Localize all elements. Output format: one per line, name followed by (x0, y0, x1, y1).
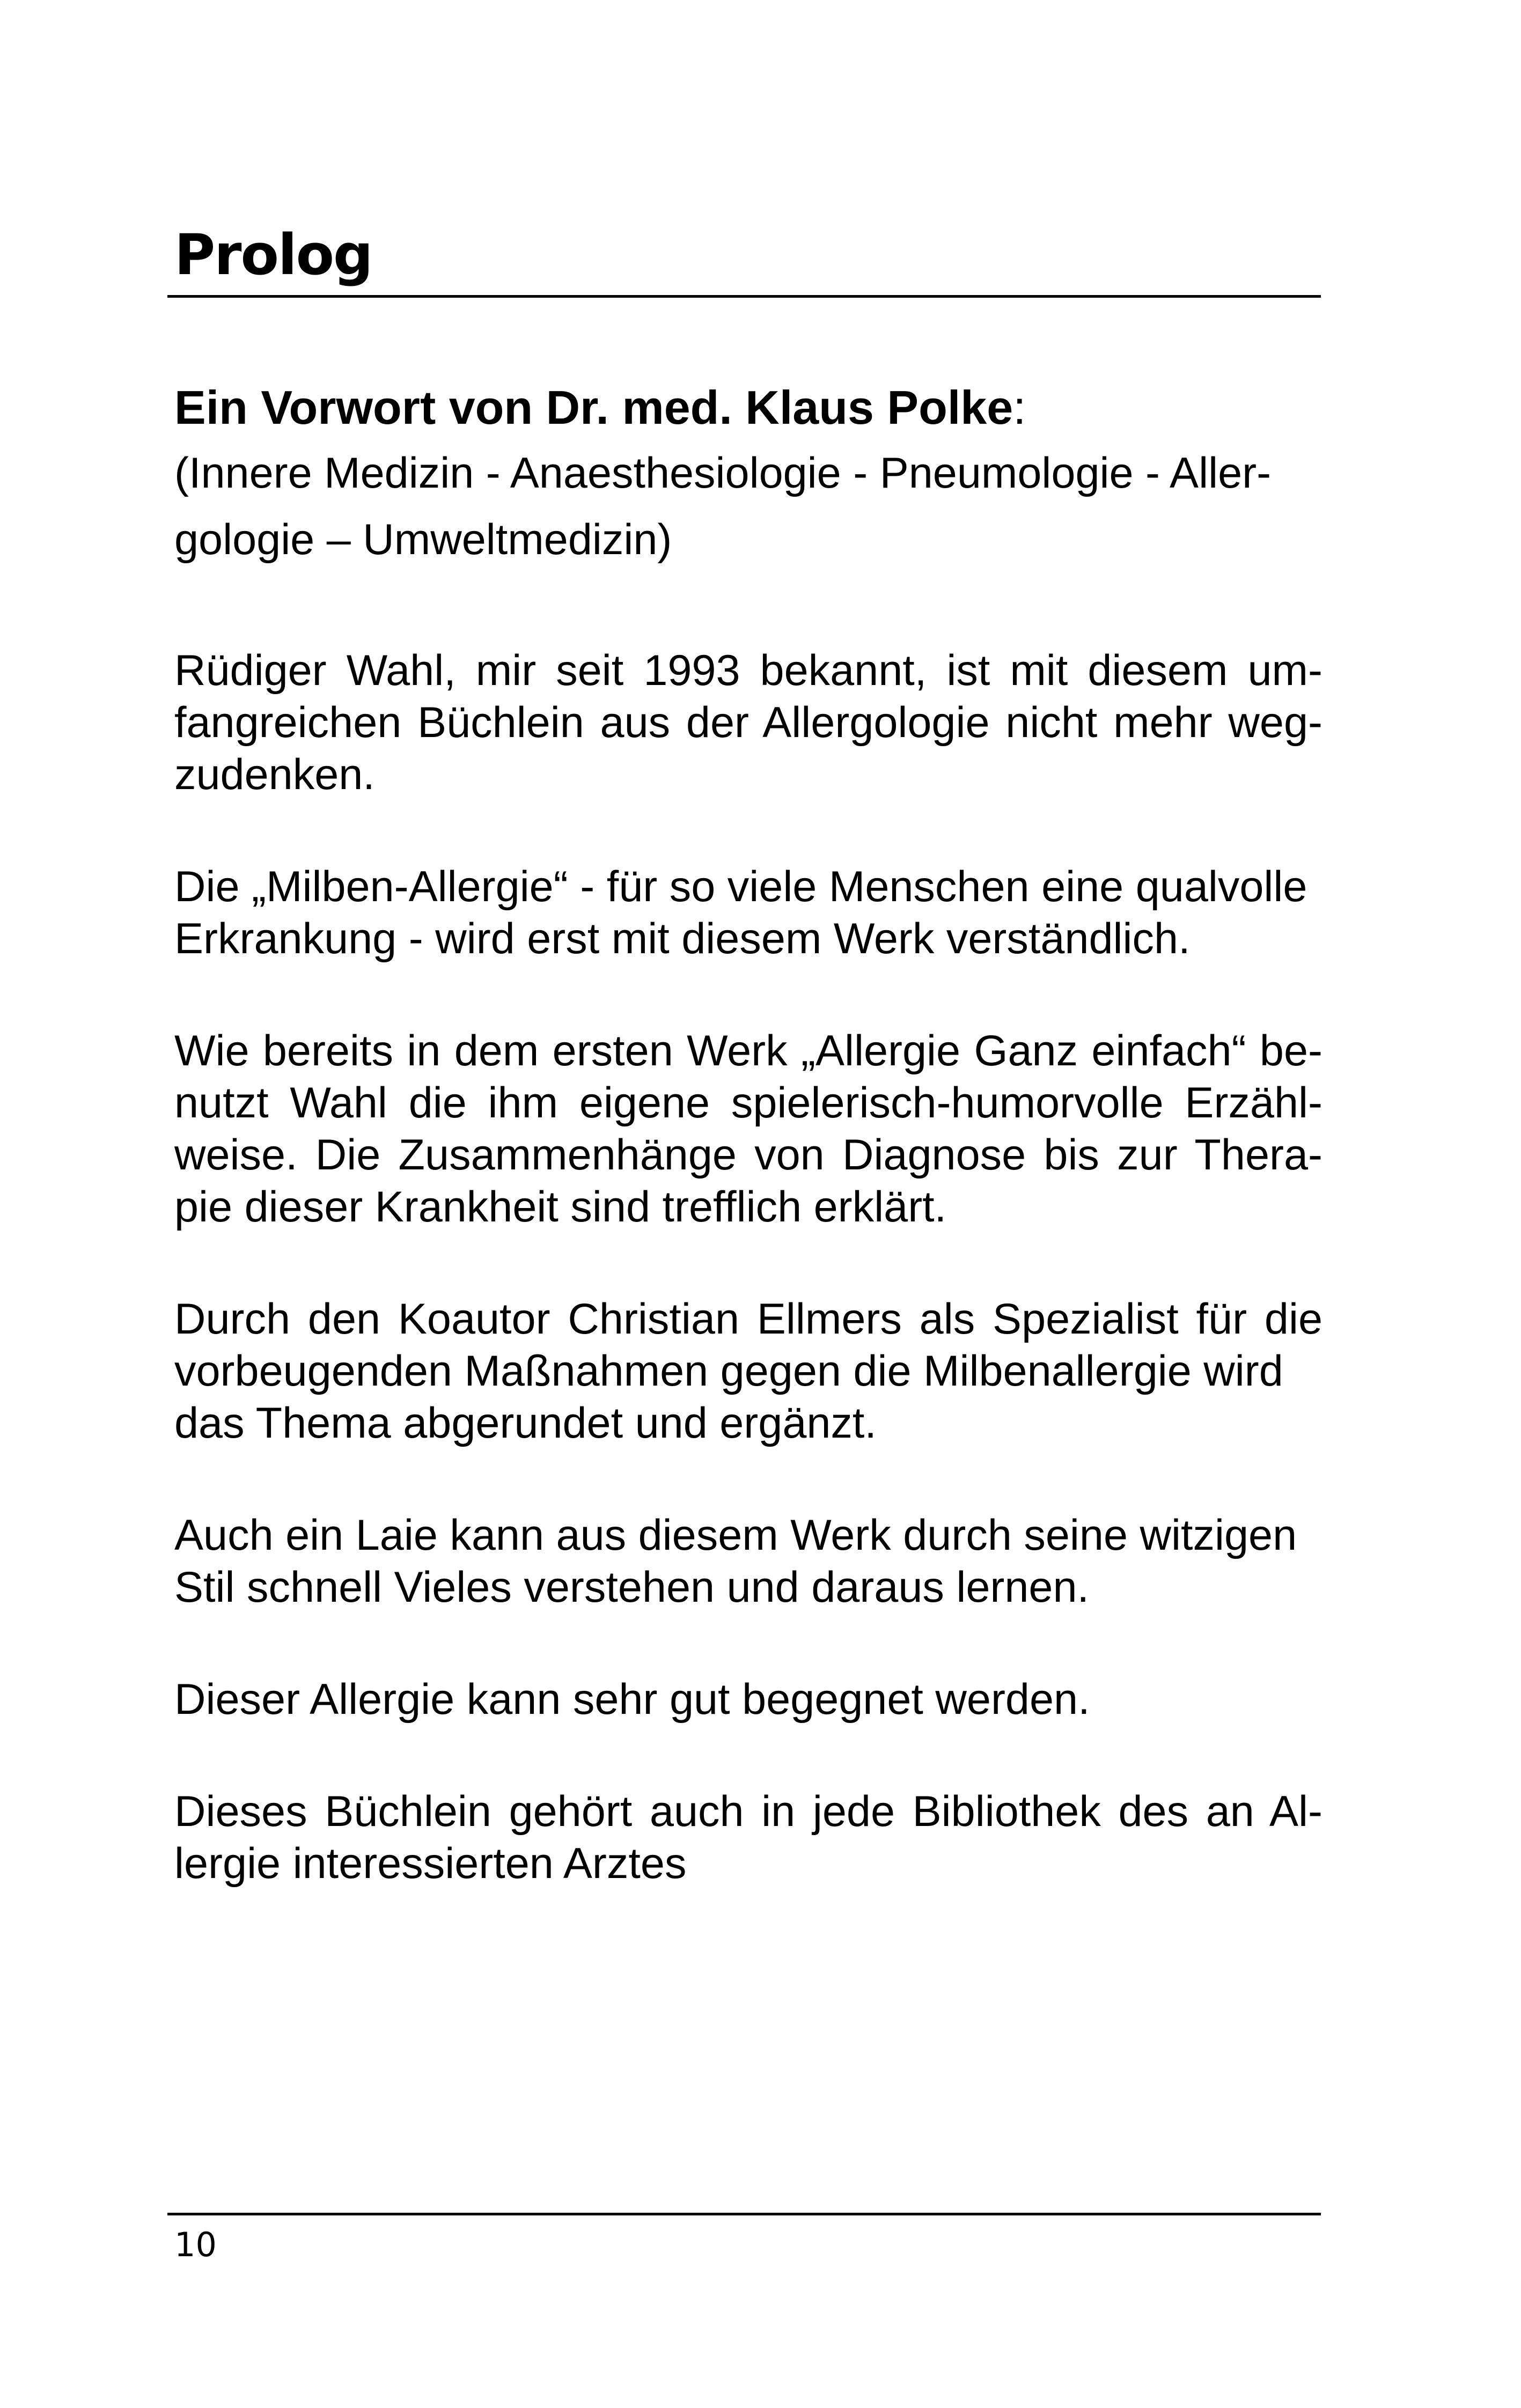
footer-rule (167, 2213, 1321, 2215)
page-content (174, 375, 1322, 1950)
chapter-title: Prolog (174, 222, 372, 288)
paragraph-line: nutzt Wahl die ihm eigene spielerisch-humorvolle Erzähl- (174, 1079, 1322, 1127)
paragraph (174, 861, 1322, 965)
foreword-heading-colon: : (1013, 381, 1026, 434)
paragraph (174, 645, 1322, 801)
specialties-line: (Innere Medizin - Anaesthesiologie - Pneumologie - Aller- (174, 449, 1272, 497)
specialties-line: gologie – Umweltmedizin) (174, 516, 672, 564)
paragraph-line: Dieses Büchlein gehört auch in jede Bibliothek des an Al- (174, 1787, 1322, 1836)
paragraph (174, 1509, 1322, 1614)
paragraph-line: Die „Milben-Allergie“ - für so viele Menschen eine qualvolle (174, 863, 1307, 911)
paragraph-line: zudenken. (174, 750, 375, 799)
paragraph-line: vorbeugenden Maßnahmen gegen die Milbenallergie wird (174, 1347, 1283, 1395)
paragraph-line: das Thema abgerundet und ergänzt. (174, 1399, 877, 1447)
paragraph-line: pie dieser Krankheit sind trefflich erklärt. (174, 1183, 947, 1231)
paragraph-line: weise. Die Zusammenhänge von Diagnose bis zur Thera- (174, 1131, 1322, 1179)
paragraph (174, 1674, 1322, 1726)
paragraph-line: Durch den Koautor Christian Ellmers als Spezialist für die (174, 1295, 1322, 1343)
paragraph (174, 1293, 1322, 1449)
paragraph-line: Auch ein Laie kann aus diesem Werk durch seine witzigen (174, 1511, 1297, 1559)
paragraph-line: Stil schnell Vieles verstehen und daraus lernen. (174, 1563, 1090, 1611)
page-number: 10 (174, 2225, 217, 2264)
paragraph (174, 1025, 1322, 1233)
paragraph-line: lergie interessierten Arztes (174, 1839, 687, 1888)
paragraph-line: Erkrankung - wird erst mit diesem Werk verständlich. (174, 915, 1191, 963)
paragraph (174, 1786, 1322, 1890)
foreword-specialties (174, 440, 1322, 573)
foreword-heading-title: Ein Vorwort von Dr. med. Klaus Polke (174, 381, 1013, 434)
foreword-heading (174, 375, 1322, 440)
paragraph-line: Wie bereits in dem ersten Werk „Allergie Ganz einfach“ be- (174, 1027, 1322, 1075)
paragraph-line: fangreichen Büchlein aus der Allergologie nicht mehr weg- (174, 698, 1322, 747)
header-rule (167, 295, 1321, 298)
paragraph-line: Rüdiger Wahl, mir seit 1993 bekannt, ist mit diesem um- (174, 646, 1322, 695)
paragraph-line: Dieser Allergie kann sehr gut begegnet werden. (174, 1675, 1090, 1724)
